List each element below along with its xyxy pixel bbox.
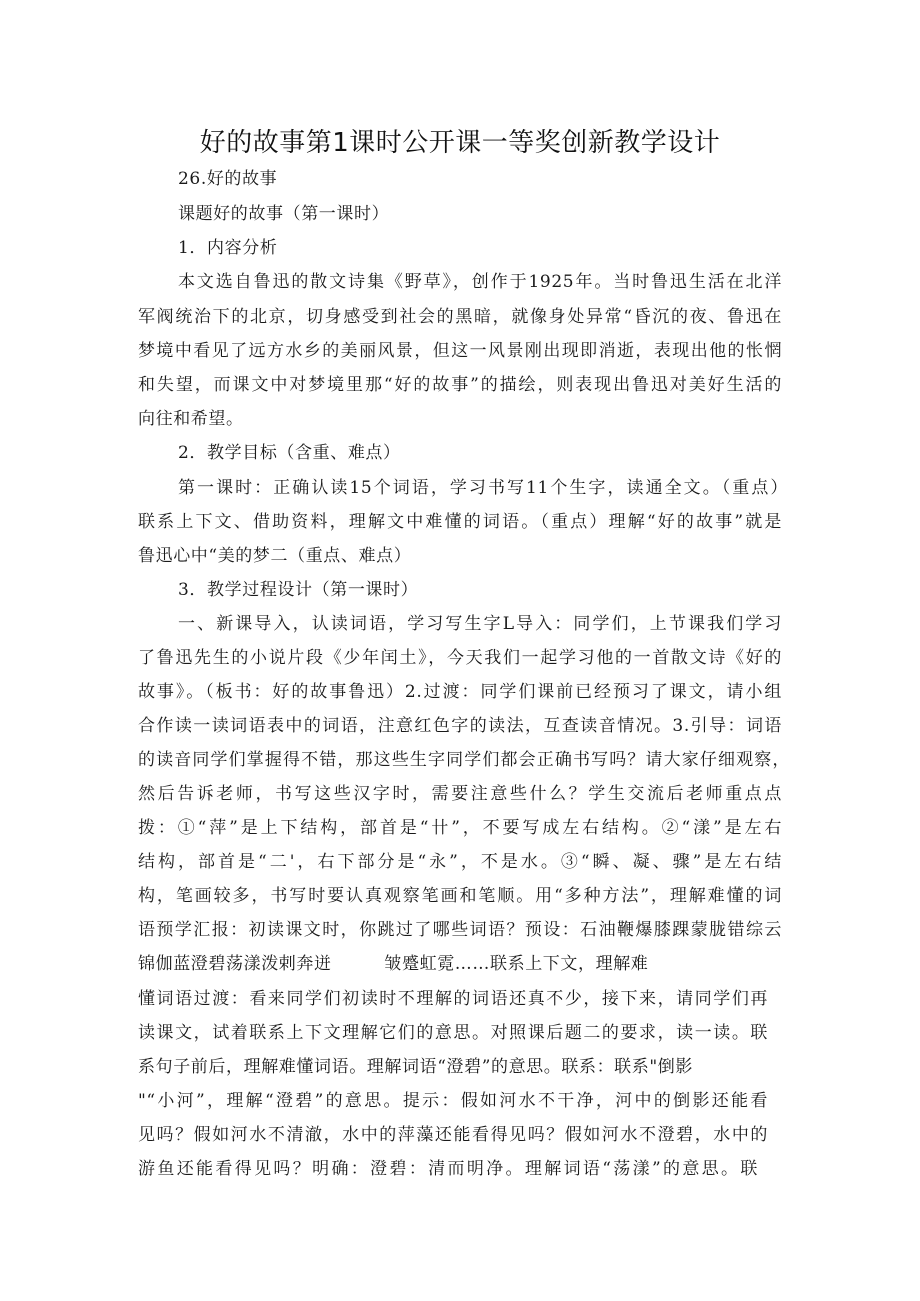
section-heading: 3．教学过程设计（第一课时） [178, 580, 419, 600]
lesson-heading: 课题好的故事（第一课时） [178, 204, 390, 224]
paragraph-line: 鲁迅心中“美的梦二（重点、难点） [138, 546, 412, 566]
paragraph-line: 的读音同学们掌握得不错，那这些生字同学们都会正确书写吗？请大家仔细观察， [138, 750, 790, 770]
paragraph-line: 向往和希望。 [138, 409, 244, 429]
paragraph-line: 然后告诉老师，书写这些汉字时，需要注意些什么？学生交流后老师重点点 [138, 784, 782, 804]
paragraph-line: 了鲁迅先生的小说片段《少年闰土》，今天我们一起学习他的一首散文诗《好的 [138, 648, 782, 668]
paragraph-line: 见吗？假如河水不清澈，水中的萍藻还能看得见吗？假如河水不澄碧，水中的 [138, 1125, 768, 1145]
paragraph-line: 本文选自鲁迅的散文诗集《野草》，创作于1925年。当时鲁迅生活在北洋 [178, 272, 782, 292]
paragraph-line: 语预学汇报：初读课文时，你跳过了哪些词语？预设：石油鞭爆膝踝蒙胧错综云 [138, 920, 782, 940]
paragraph-line: 拨：①“萍”是上下结构，部首是“卄”，不要写成左右结构。②“漾”是左右 [138, 818, 782, 838]
paragraph-line: 构，笔画较多，书写时要认真观察笔画和笔顺。用“多种方法”，理解难懂的词 [138, 886, 782, 906]
paragraph-line: 梦境中看见了远方水乡的美丽风景，但这一风景刚出现即消逝，表现出他的怅惘 [138, 341, 782, 361]
paragraph-line: 懂词语过渡：看来同学们初读时不理解的词语还真不少，接下来，请同学们再 [138, 989, 768, 1009]
paragraph-line: 联系上下文、借助资料，理解文中难懂的词语。（重点）理解“好的故事”就是 [138, 512, 782, 532]
paragraph-line: 系句子前后，理解难懂词语。理解词语“澄碧”的意思。联系：联系"倒影 [138, 1057, 693, 1077]
paragraph-line: 军阀统治下的北京，切身感受到社会的黑暗，就像身处异常“昏沉的夜、鲁迅在 [138, 307, 782, 327]
paragraph-line: 第一课时：正确认读15个词语，学习书写11个生字，读通全文。（重点） [178, 478, 788, 498]
document-title: 好的故事第1课时公开课一等奖创新教学设计 [199, 128, 721, 158]
paragraph-line: 故事》。（板书：好的故事鲁迅）2.过渡：同学们课前已经预习了课文，请小组 [138, 682, 782, 702]
paragraph-line: 游鱼还能看得见吗？明确：澄碧：清而明净。理解词语“荡漾”的意思。联 [138, 1159, 758, 1179]
paragraph-line: 锦伽蓝澄碧荡漾泼剌奔迸 皱蹙虹霓……联系上下文，理解难 [138, 954, 649, 974]
paragraph-line: 读课文，试着联系上下文理解它们的意思。对照课后题二的要求，读一读。联 [138, 1023, 768, 1043]
section-heading: 1．内容分析 [178, 238, 278, 258]
paragraph-line: 一、新课导入，认读词语，学习写生字L导入：同学们，上节课我们学习 [178, 614, 782, 634]
paragraph-line: 结构，部首是“二'，右下部分是“永”，不是水。③“瞬、凝、骤”是左右结 [138, 852, 782, 872]
paragraph-line: "“小河”，理解“澄碧”的意思。提示：假如河水不干净，河中的倒影还能看 [138, 1091, 768, 1111]
section-number: 26.好的故事 [178, 169, 278, 189]
section-heading: 2．教学目标（含重、难点） [178, 443, 401, 463]
paragraph-line: 合作读一读词语表中的词语，注意红色字的读法，互查读音情况。3.引导：词语 [138, 716, 782, 736]
paragraph-line: 和失望，而课文中对梦境里那“好的故事”的描绘，则表现出鲁迅对美好生活的 [138, 375, 782, 395]
